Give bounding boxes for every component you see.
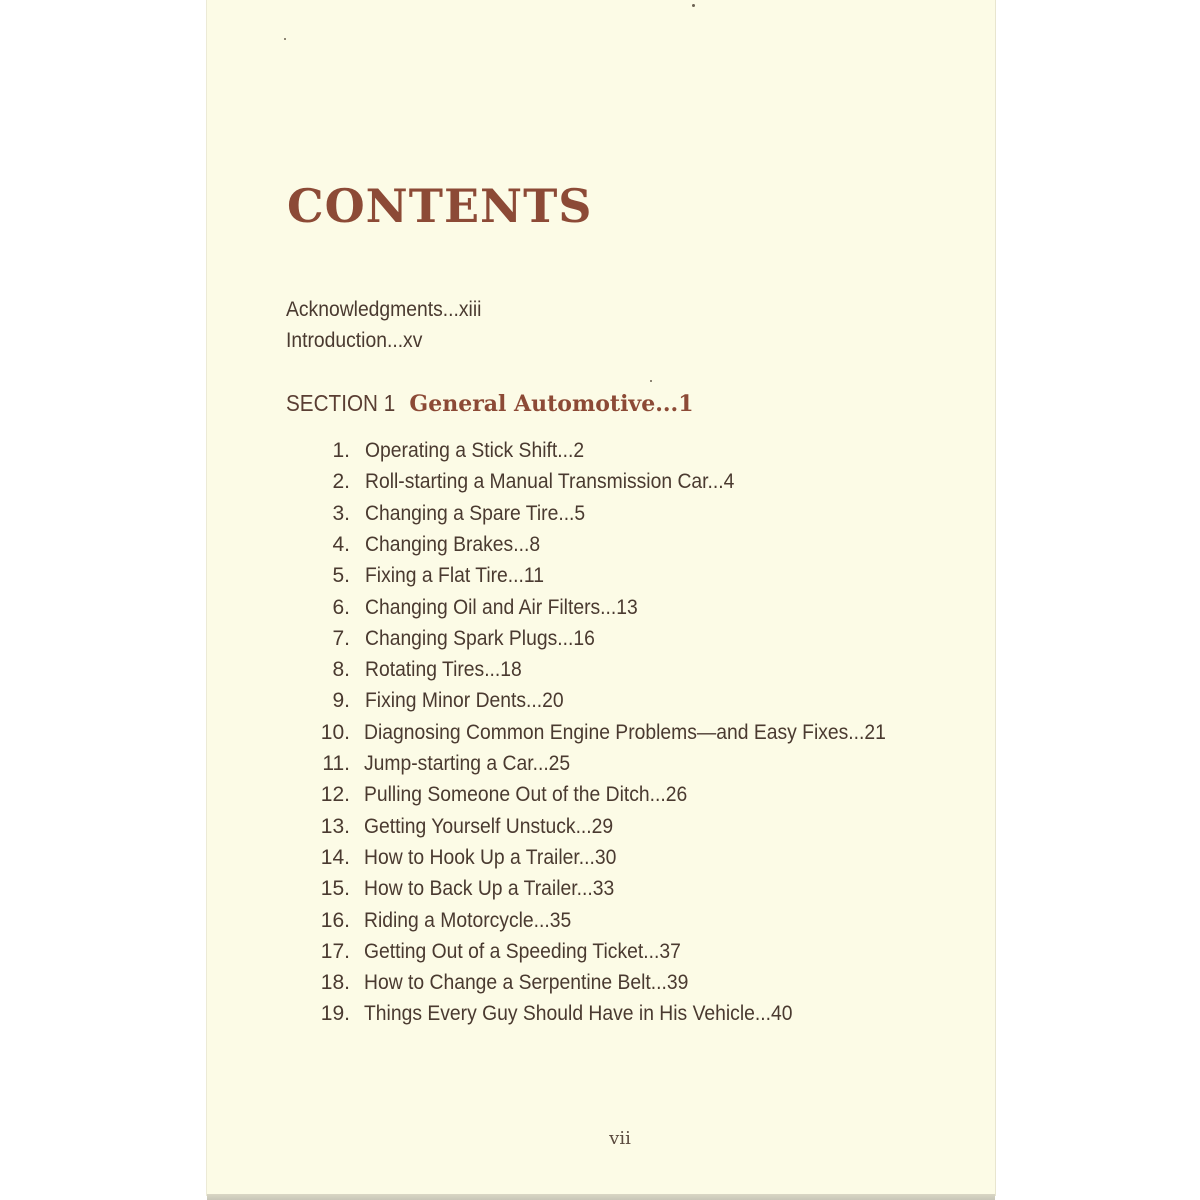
toc-entry-title: Changing Brakes...8: [365, 533, 541, 556]
toc-entry-title: Changing Spark Plugs...16: [365, 627, 595, 650]
toc-entry: [0, 720, 1000, 746]
toc-entry-title: Changing a Spare Tire...5: [365, 502, 586, 525]
toc-entry-title: Pulling Someone Out of the Ditch...26: [364, 783, 688, 806]
toc-entry: [0, 469, 1000, 495]
front-matter-acknowledgments: Acknowledgments...xiii: [286, 298, 482, 321]
toc-entry-title: Diagnosing Common Engine Problems—and Easy Fixes...21: [364, 721, 886, 744]
toc-entry-number: 2.: [332, 470, 350, 493]
toc-entry-title: How to Change a Serpentine Belt...39: [364, 971, 689, 994]
toc-entry-title: Fixing Minor Dents...20: [365, 689, 564, 712]
page-title: CONTENTS: [287, 179, 593, 233]
toc-entry-number: 6.: [332, 596, 350, 619]
toc-entry-title: Rotating Tires...18: [365, 658, 522, 681]
toc-entry-number: 5.: [332, 564, 350, 587]
section-number: SECTION 1: [286, 390, 396, 416]
toc-entry-title: How to Hook Up a Trailer...30: [364, 846, 617, 869]
toc-entry-title: How to Back Up a Trailer...33: [364, 877, 615, 900]
toc-entry: [0, 751, 1000, 777]
toc-entry-number: 13.: [320, 815, 350, 838]
toc-entry-number: 19.: [320, 1002, 350, 1025]
section-title: General Automotive...1: [409, 391, 694, 417]
toc-entry: [0, 939, 1000, 965]
toc-entry-number: 15.: [320, 877, 350, 900]
toc-entry-number: 8.: [332, 658, 350, 681]
toc-entry-title: Changing Oil and Air Filters...13: [365, 596, 638, 619]
toc-entry-title: Jump-starting a Car...25: [364, 752, 571, 775]
section-heading: [286, 388, 694, 422]
toc-entry-title: Getting Yourself Unstuck...29: [364, 815, 614, 838]
toc-entry: [0, 595, 1000, 621]
toc-entry-number: 17.: [320, 940, 350, 963]
toc-entry-number: 10.: [320, 721, 350, 744]
page-bottom-edge: [207, 1194, 995, 1200]
toc-entry-title: Getting Out of a Speeding Ticket...37: [364, 940, 681, 963]
toc-entry-number: 14.: [320, 846, 350, 869]
toc-entry-number: 16.: [320, 909, 350, 932]
toc-entry: [0, 438, 1000, 464]
toc-entry-number: 11.: [322, 752, 350, 775]
toc-entry: [0, 532, 1000, 558]
front-matter-introduction: Introduction...xv: [286, 329, 423, 352]
toc-entry-title: Fixing a Flat Tire...11: [365, 564, 544, 587]
toc-entry: [0, 908, 1000, 934]
toc-entry-title: Roll-starting a Manual Transmission Car...4: [365, 470, 735, 493]
toc-entry: [0, 876, 1000, 902]
toc-entry-title: Things Every Guy Should Have in His Vehicle...40: [364, 1002, 793, 1025]
paper-speck: [692, 4, 695, 7]
toc-entry-number: 12.: [320, 783, 350, 806]
paper-speck: [650, 380, 652, 382]
toc-entry-title: Operating a Stick Shift...2: [365, 439, 585, 462]
toc-entry-number: 7.: [332, 627, 350, 650]
toc-entry: [0, 657, 1000, 683]
toc-entry: [0, 688, 1000, 714]
toc-entry: [0, 845, 1000, 871]
toc-entry: [0, 563, 1000, 589]
paper-speck: [284, 38, 286, 40]
toc-entry-number: 1.: [332, 439, 350, 462]
toc-entry: [0, 501, 1000, 527]
toc-entry-number: 9.: [332, 689, 350, 712]
toc-entry-title: Riding a Motorcycle...35: [364, 909, 572, 932]
toc-entry: [0, 1001, 1000, 1027]
toc-entry-number: 4.: [332, 533, 350, 556]
toc-entry: [0, 782, 1000, 808]
toc-entry-number: 18.: [320, 971, 350, 994]
page-number: vii: [609, 1128, 631, 1149]
toc-entry-number: 3.: [332, 502, 350, 525]
toc-entry: [0, 970, 1000, 996]
toc-entry: [0, 814, 1000, 840]
toc-entry: [0, 626, 1000, 652]
